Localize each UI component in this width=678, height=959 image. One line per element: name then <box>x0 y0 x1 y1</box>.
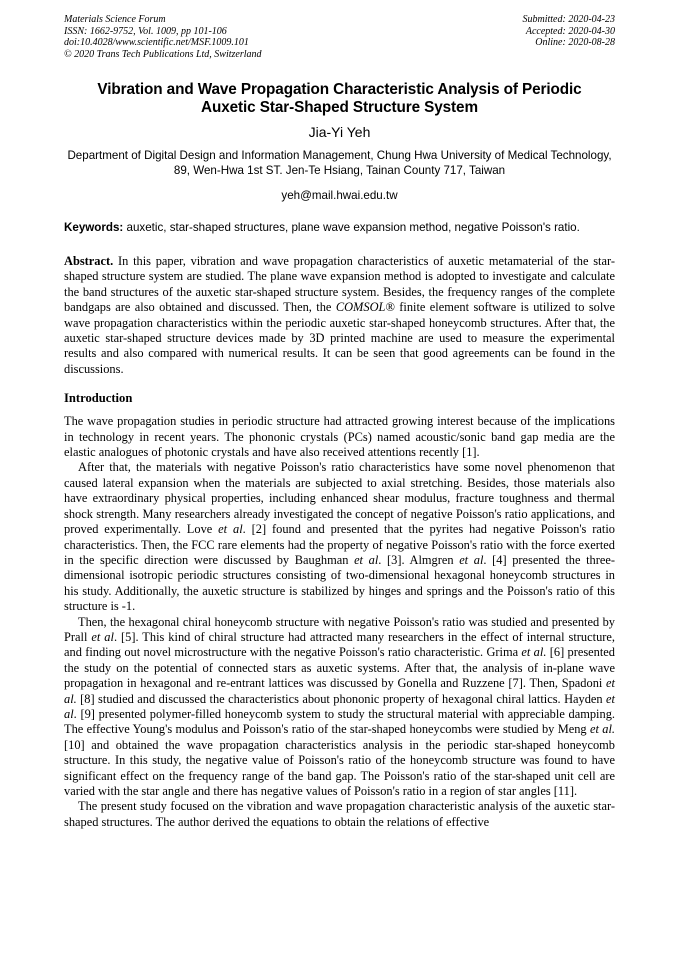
text-run: . [5]. This kind of chiral structure had attracted many researchers in the effect of internal structure, and finding out novel microstructure with the negative Poisson's ratio characteristic. Grima <box>64 629 615 660</box>
italic-run: et al. <box>521 645 547 660</box>
copyright-line: © 2020 Trans Tech Publications Ltd, Switzerland <box>64 48 262 60</box>
submission-dates <box>523 14 616 60</box>
text-run: [8] studied and discussed the characteristics about phononic property of hexagonal chiral lattics. Hayden <box>76 691 607 706</box>
accepted-date: Accepted: 2020-04-30 <box>525 25 615 37</box>
keywords-text: auxetic, star-shaped structures, plane wave expansion method, negative Poisson's ratio. <box>126 221 580 234</box>
italic-run: et al <box>91 629 114 644</box>
text-run: [10] and obtained the wave propagation characteristics analysis in the periodic star-shaped honeycomb structure. In this study, the negative value of Poisson's ratio of the honeycomb structure was found to have significant effect on the frequency range of the band gap. The Poisson's ratio of the star-shaped unit cell are varied with the star angle and there has negative values of Poisson's ratio in a region of star angles [11]. <box>64 737 615 798</box>
italic-run: et al. <box>589 722 615 737</box>
text-run: . [3]. Almgren <box>378 552 460 567</box>
author-email: yeh@mail.hwai.edu.tw <box>281 189 398 202</box>
title-line-2: Auxetic Star-Shaped Structure System <box>201 99 478 116</box>
italic-run: et al <box>459 552 484 567</box>
text-run: . [9] presented polymer-filled honeycomb system to study the structural material with appreciable damping. The effective Young's modulus and Poisson's ratio of the star-shaped honeycombs were studied by Meng <box>64 706 615 737</box>
abstract-software: COMSOL® <box>335 300 395 315</box>
abstract-label: Abstract. <box>64 254 114 268</box>
title-line-1: Vibration and Wave Propagation Characteristic Analysis of Periodic <box>97 81 582 98</box>
abstract-text-1: In this paper, vibration and wave propagation characteristics of auxetic metamaterial of the star-shaped structure system are studied. The plane wave expansion method is adopted to investigate and calculate the band structures of the auxetic star-shaped structure system. Besides, the frequency ranges of the complete bandgaps are also obtained and discussed. Then, the <box>64 254 615 315</box>
keywords-label: Keywords: <box>64 221 124 234</box>
text-run: [6] presented the study on the potential of connected stars as auxetic systems. After that, the analysis of in-plane wave propagation in hexagonal and re-entrant lattices was discussed by Gonella and Ruzzene [7]. Then, Spadoni <box>64 645 616 691</box>
intro-paragraph-3 <box>64 615 615 800</box>
text-run: After that, the materials with negative Poisson's ratio characteristics have some novel phenomenon that caused lateral expansion when the materials are subjected to axial stretching. Besides, those materials also have extraordinary physical properties, including enhanced shear modulus, fracture toughness and thermal shock strength. Many researchers already investigated the concept of negative Poisson's ratio applications, and proved experimentally. Love <box>64 460 615 537</box>
journal-header <box>64 14 615 60</box>
intro-paragraph-2 <box>64 460 615 614</box>
doi-line: doi:10.4028/www.scientific.net/MSF.1009.101 <box>64 37 249 48</box>
italic-run: et al <box>64 691 615 721</box>
online-date: Online: 2020-08-28 <box>535 37 615 48</box>
author-name: Jia-Yi Yeh <box>308 124 371 140</box>
affiliation: Department of Digital Design and Information Management, Chung Hwa University of Medical Technology, 89, Wen-Hwa 1st ST. Jen-Te Hsiang, Tainan County 717, Taiwan <box>67 149 612 177</box>
intro-paragraph-1: The wave propagation studies in periodic structure had attracted growing interest because of the implications in technology in recent years. The phononic crystals (PCs) named acoustic/sonic band gap media are the elastic analogues of photonic crystals and have also received attentions recently [1]. <box>64 414 615 460</box>
intro-paragraph-4: The present study focused on the vibration and wave propagation characteristic analysis of the auxetic star-shaped structures. The author derived the equations to obtain the relations of effective <box>64 799 615 829</box>
italic-run: et al. <box>64 676 615 706</box>
issn-line: ISSN: 1662-9752, Vol. 1009, pp 101-106 <box>64 25 227 37</box>
keywords <box>64 220 615 235</box>
section-heading: Introduction <box>64 391 133 406</box>
abstract-text-2: finite element software is utilized to solve wave propagation characteristics within the periodic auxetic star-shaped honeycomb structures. After that, the auxetic star-shaped structure devices made by 3D printed machine are used to measure the experimental results and also compared with numerical results. It can be seen that good agreements can be found in the discussions. <box>64 300 615 376</box>
italic-run: et al <box>354 552 379 567</box>
text-run: . [4] presented the three-dimensional isotropic periodic structures consisting of two-dimensional hexagonal honeycomb structures in his study. Additionally, the auxetic structure is stabilized by hinges and springs and the Poisson's ratio of this structure is -1. <box>64 552 615 614</box>
paper-title <box>64 81 615 117</box>
text-run: . [2] found and presented that the pyrites had negative Poisson's ratio characteristics. Then, the FCC rare elements had the property of negative Poisson's ratio with the force exerted in the specific direction were discussed by Baughman <box>64 522 615 567</box>
journal-name: Materials Science Forum <box>64 14 166 25</box>
abstract <box>64 254 615 377</box>
text-run: Then, the hexagonal chiral honeycomb structure with negative Poisson's ratio was studied and presented by Prall <box>64 614 615 644</box>
journal-info <box>64 14 262 60</box>
italic-run: et al <box>218 522 243 537</box>
paper-page <box>64 14 615 830</box>
submitted-date: Submitted: 2020-04-23 <box>522 14 615 25</box>
